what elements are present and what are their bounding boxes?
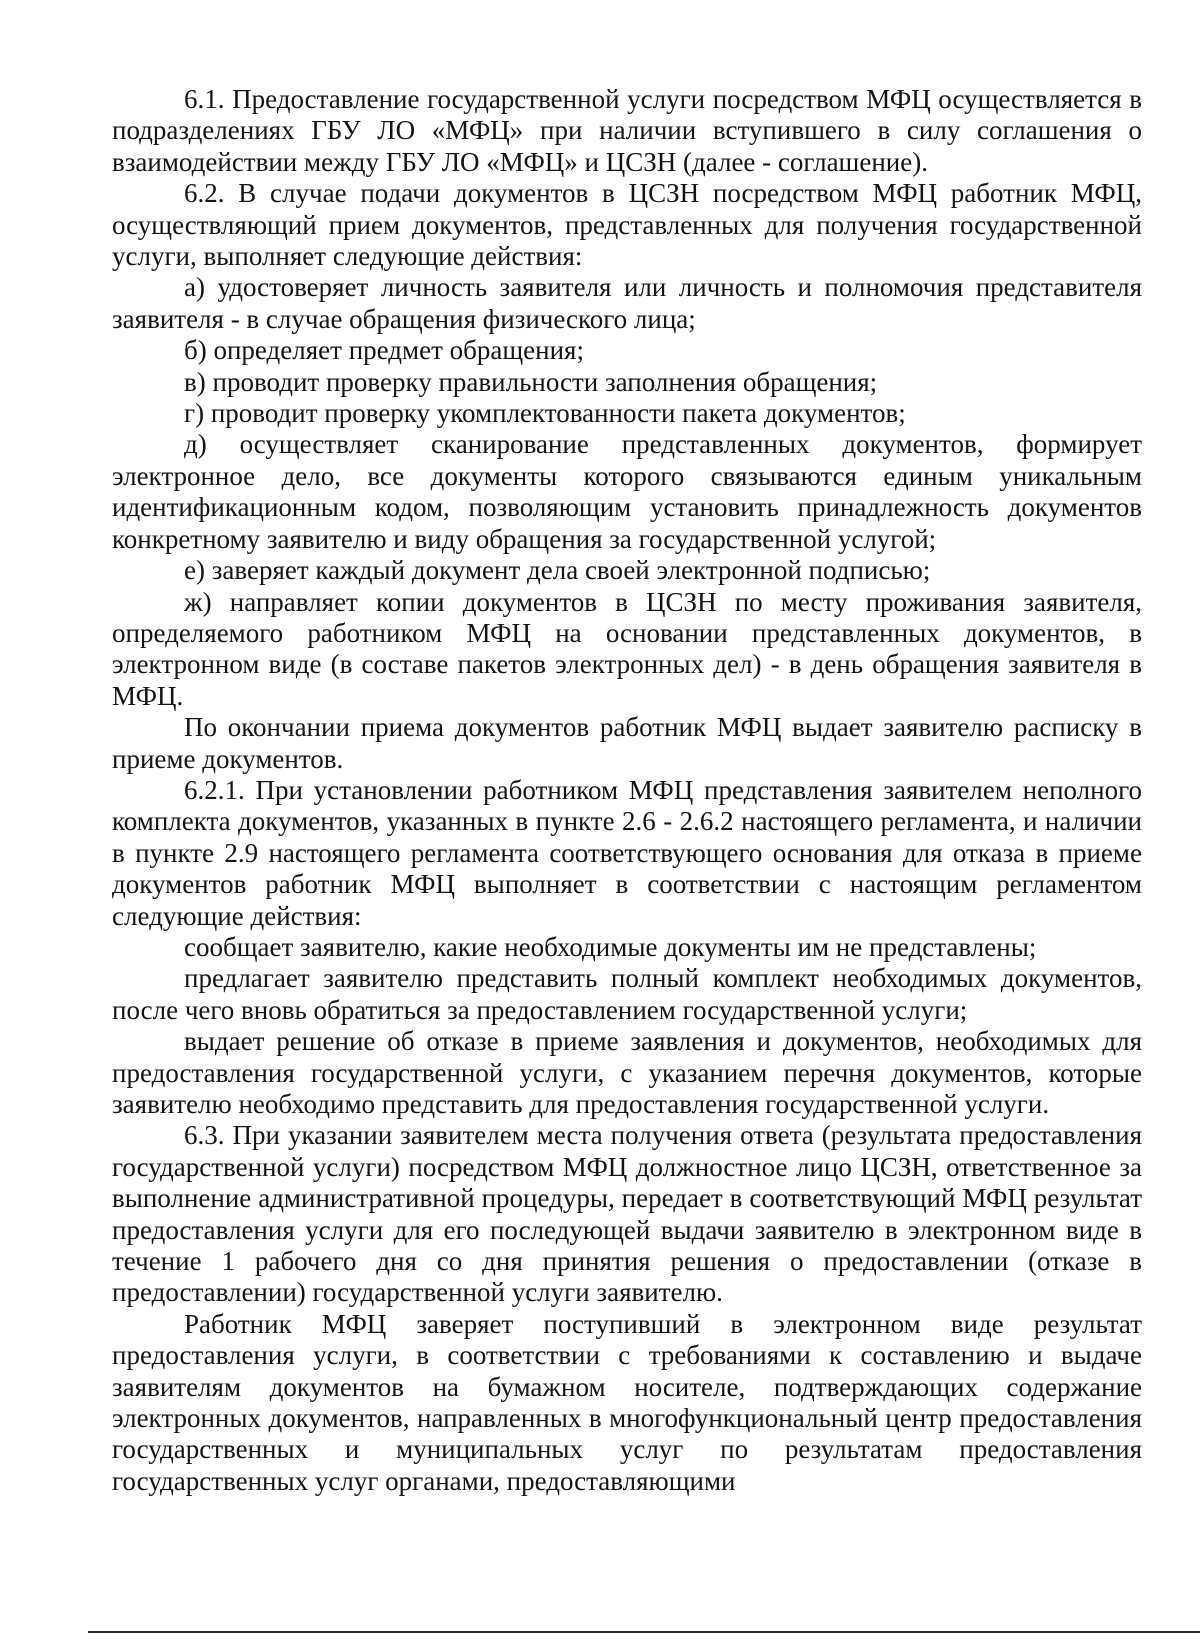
paragraph-certification: Работник МФЦ заверяет поступивший в электронном виде результат предоставления услуги, в соответствии с требованиями к составлению и выдаче заявителям документов на бумажном носителе, подтверждающих содержание электронных документов, направленных в многофункциональный центр предоставления государственных и муниципальных услуг по результатам предоставления государственных услуг органами, предоставляющими: [112, 1308, 1142, 1496]
paragraph-receipt: По окончании приема документов работник МФЦ выдает заявителю расписку в приеме документов.: [112, 712, 1142, 774]
paragraph-6-2: 6.2. В случае подачи документов в ЦСЗН посредством МФЦ работник МФЦ, осуществляющий прием документов, представленных для получения государственной услуги, выполняет следующие действия:: [112, 178, 1142, 272]
action-inform: сообщает заявителю, какие необходимые документы им не представлены;: [184, 931, 1037, 962]
paragraph-6-2-1: 6.2.1. При установлении работником МФЦ представления заявителем неполного комплекта документов, указанных в пункте 2.6 - 2.6.2 настоящего регламента, и наличии в пункте 2.9 настоящего регламента соответствующего основания для отказа в приеме документов работник МФЦ выполняет в соответствии с настоящим регламентом следующие действия:: [112, 774, 1142, 931]
page-edge-divider: [88, 1631, 1200, 1633]
list-item-e: е) заверяет каждый документ дела своей электронной подписью;: [184, 555, 931, 586]
paragraph-6-3: 6.3. При указании заявителем места получения ответа (результата предоставления государственной услуги) посредством МФЦ должностное лицо ЦСЗН, ответственное за выполнение административной процедуры, передает в соответствующий МФЦ результат предоставления услуги для его последующей выдачи заявителю в электронном виде в течение 1 рабочего дня со дня принятия решения о предоставлении (отказе в предоставлении) государственной услуги заявителю.: [112, 1120, 1142, 1308]
action-offer: предлагает заявителю представить полный комплект необходимых документов, после чего вновь обратиться за предоставлением государственной услуги;: [112, 963, 1142, 1025]
list-item-b: б) определяет предмет обращения;: [184, 335, 584, 366]
document-body: [112, 84, 1142, 1497]
list-item-zh: ж) направляет копии документов в ЦСЗН по месту проживания заявителя, определяемого работником МФЦ на основании представленных документов, в электронном виде (в составе пакетов электронных дел) - в день обращения заявителя в МФЦ.: [112, 586, 1142, 711]
paragraph-6-1: 6.1. Предоставление государственной услуги посредством МФЦ осуществляется в подразделениях ГБУ ЛО «МФЦ» при наличии вступившего в силу соглашения о взаимодействии между ГБУ ЛО «МФЦ» и ЦСЗН (далее - соглашение).: [112, 84, 1142, 177]
list-item-d: д) осуществляет сканирование представленных документов, формирует электронное дело, все документы которого связываются единым уникальным идентификационным кодом, позволяющим установить принадлежность документов конкретному заявителю и виду обращения за государственной услугой;: [112, 429, 1142, 554]
list-item-a: а) удостоверяет личность заявителя или личность и полномочия представителя заявителя - в случае обращения физического лица;: [112, 272, 1142, 334]
list-item-g: г) проводит проверку укомплектованности пакета документов;: [184, 398, 906, 429]
list-item-v: в) проводит проверку правильности заполнения обращения;: [184, 366, 878, 397]
action-refusal: выдает решение об отказе в приеме заявления и документов, необходимых для предоставления государственной услуги, с указанием перечня документов, которые заявителю необходимо представить для предоставления государственной услуги.: [112, 1026, 1142, 1119]
